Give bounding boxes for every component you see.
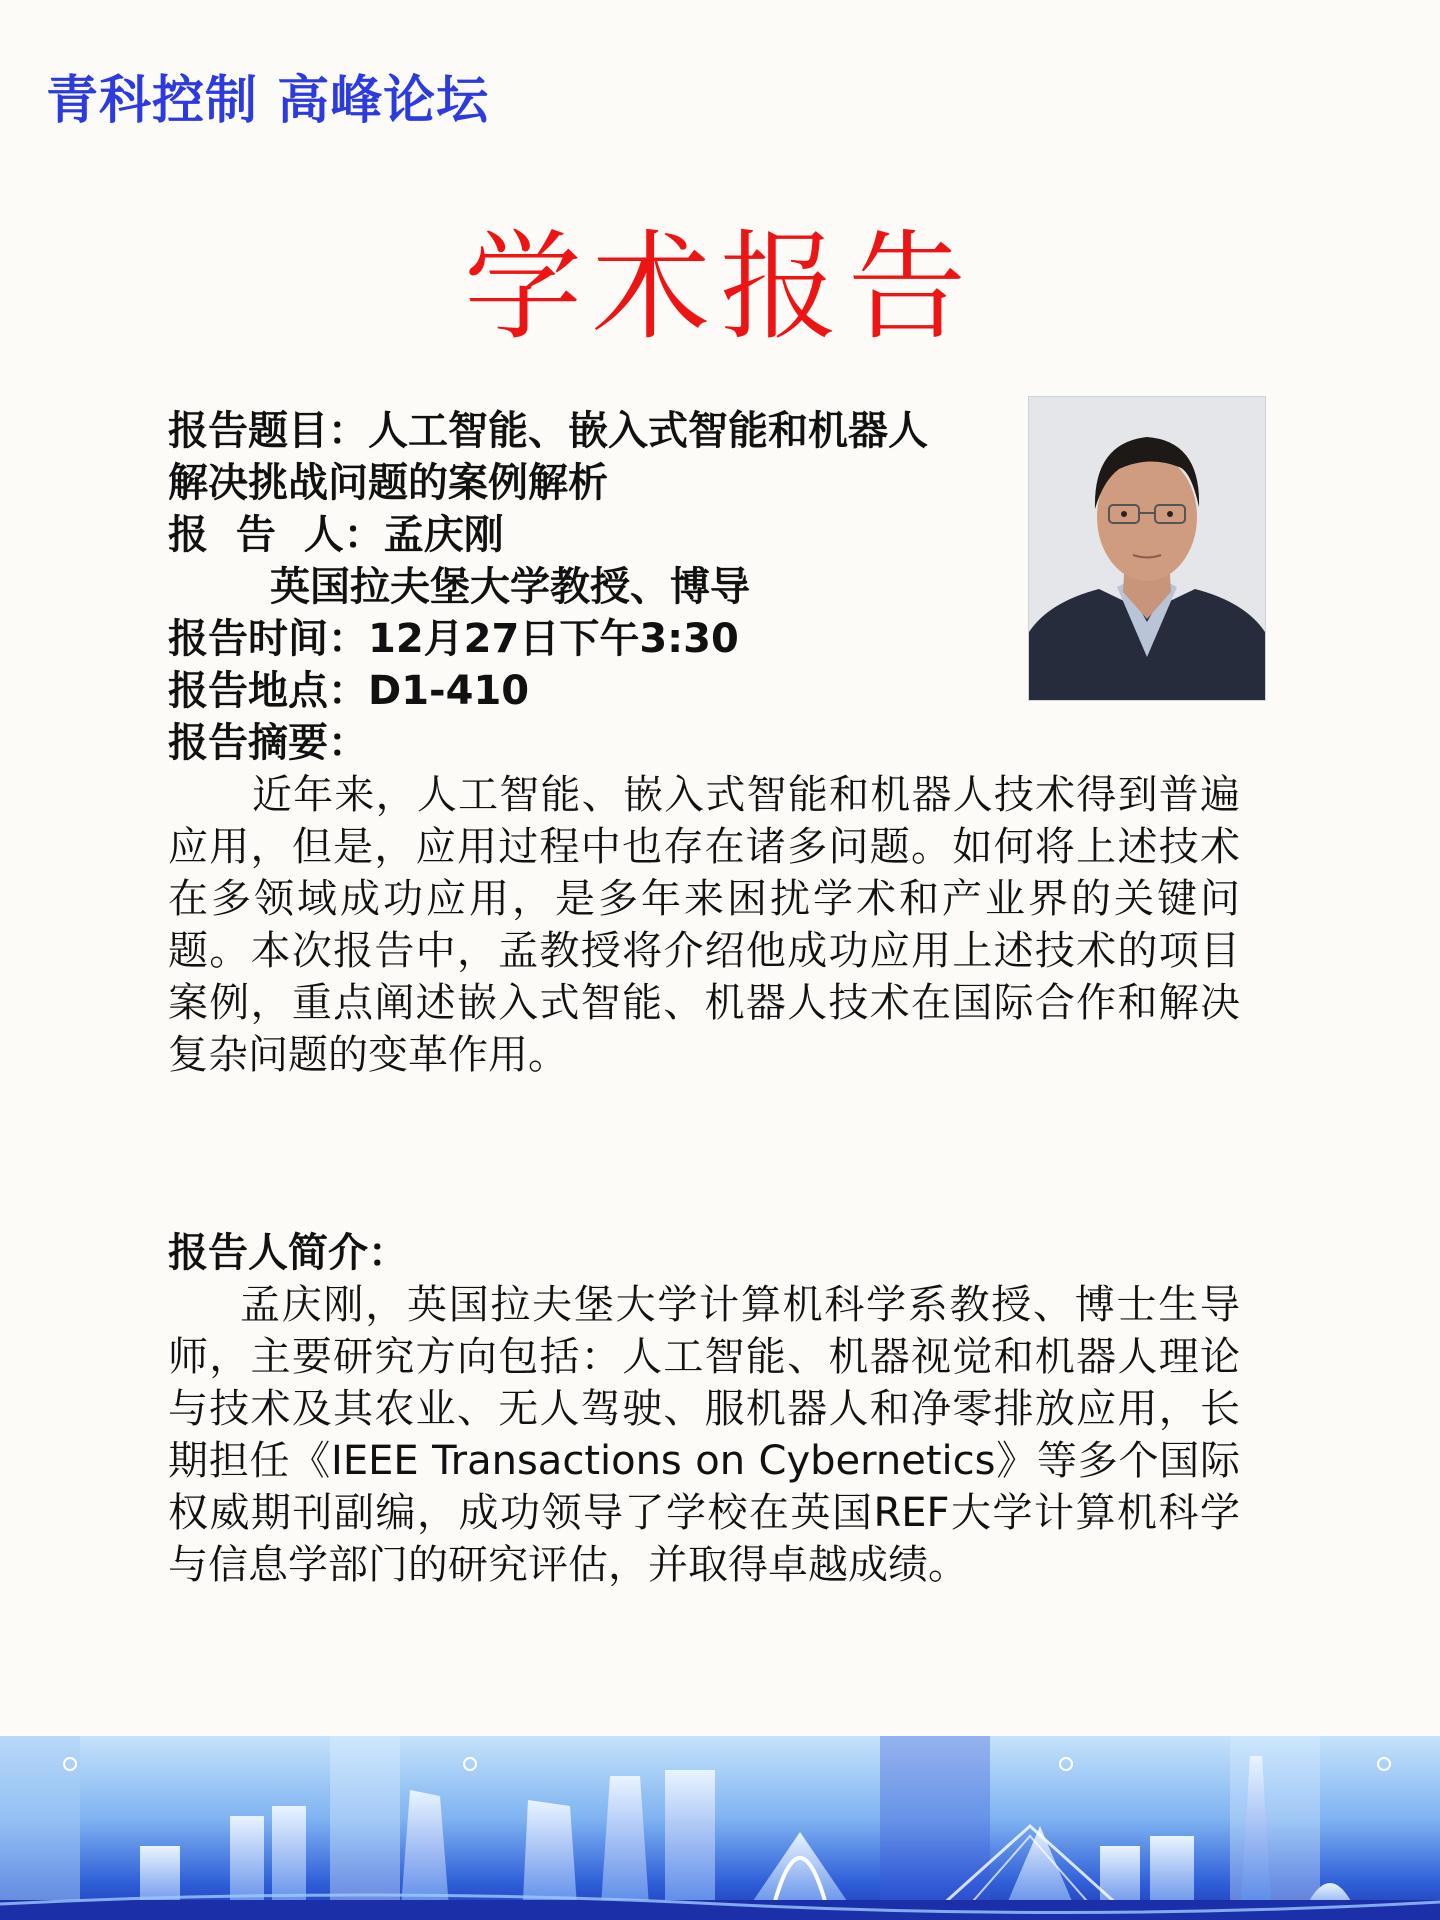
abstract-heading: 报告摘要：: [168, 720, 368, 766]
speaker-line: 报 告 人：孟庆刚: [168, 512, 504, 558]
city-skyline-icon: [0, 1736, 1440, 1920]
speaker-portrait-icon: [1029, 397, 1265, 700]
report-topic-line2: 解决挑战问题的案例解析: [168, 460, 608, 506]
report-time: 报告时间：12月27日下午3:30: [168, 616, 739, 662]
page-title: 学术报告: [463, 218, 976, 356]
report-topic-line1: 报告题目：人工智能、嵌入式智能和机器人: [168, 408, 928, 454]
speaker-photo: [1028, 396, 1266, 701]
abstract-text: 近年来，人工智能、嵌入式智能和机器人技术得到普遍应用，但是，应用过程中也存在诸多问题。如何将上述技术在多领域成功应用，是多年来困扰学术和产业界的关键问题。本次报告中，孟教授将介绍他成功应用上述技术的项目案例，重点阐述嵌入式智能、机器人技术在国际合作和解决复杂问题的变革作用。: [168, 772, 1240, 1078]
bio-heading: 报告人简介：: [168, 1230, 408, 1276]
bio-text: 孟庆刚，英国拉夫堡大学计算机科学系教授、博士生导师，主要研究方向包括：人工智能、机器视觉和机器人理论与技术及其农业、无人驾驶、服机器人和净零排放应用，长期担任《IEEE Transactions on Cybernetics》等多个国际权威期刊副编，成功领导了学校在英国REF大学计算机科学与信息学部门的研究评估，并取得卓越成绩。: [168, 1282, 1240, 1588]
forum-title: 青科控制 高峰论坛: [46, 71, 490, 131]
city-skyline-banner: [0, 1736, 1440, 1920]
speaker-bio: [168, 1227, 1248, 1591]
speaker-affiliation: 英国拉夫堡大学教授、博导: [270, 564, 750, 610]
report-location: 报告地点：D1-410: [168, 668, 530, 714]
